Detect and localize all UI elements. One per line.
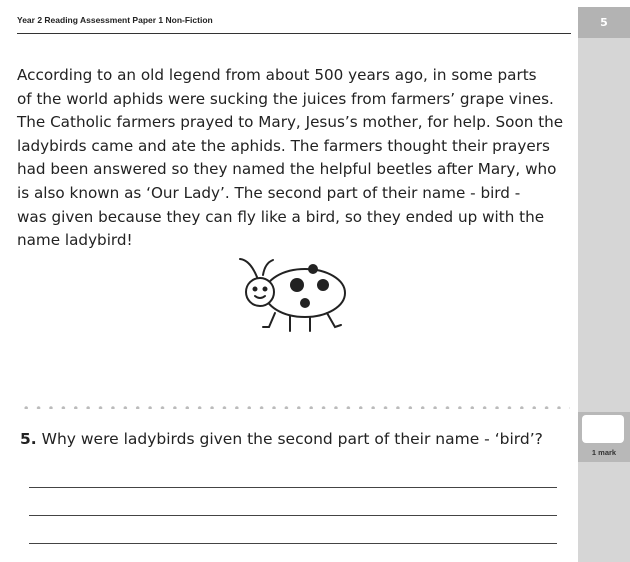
header-divider (17, 33, 571, 34)
mark-box (578, 412, 630, 462)
page-number: 5 (578, 7, 630, 38)
passage-line: name ladybird! (17, 231, 133, 250)
paper-title: Year 2 Reading Assessment Paper 1 Non-Fiction (17, 15, 213, 25)
answer-line[interactable] (29, 543, 557, 544)
passage-line: was given because they can fly like a bird, so they ended up with the (17, 207, 545, 226)
ladybird-illustration (235, 255, 355, 335)
passage-line: The Catholic farmers prayed to Mary, Jesus’s mother, for help. Soon the (17, 113, 564, 132)
question-5 (20, 430, 543, 448)
passage-line: of the world aphids were sucking the juices from farmers’ grape vines. (17, 89, 554, 108)
passage-text (17, 64, 573, 253)
answer-line[interactable] (29, 515, 557, 516)
mark-label: 1 mark (591, 448, 617, 457)
passage-line: ladybirds came and ate the aphids. The farmers thought their prayers (17, 136, 550, 155)
passage-line: had been answered so they named the helpful beetles after Mary, who (17, 160, 557, 179)
margin-sidebar (578, 7, 630, 562)
passage-line: According to an old legend from about 500 years ago, in some parts (17, 66, 537, 84)
answer-line[interactable] (29, 487, 557, 488)
mark-entry-box[interactable] (582, 415, 624, 443)
question-text: Why were ladybirds given the second part of their name - ‘bird’? (41, 430, 543, 448)
passage-line: is also known as ‘Our Lady’. The second part of their name - bird - (17, 183, 521, 202)
question-number: 5. (20, 430, 37, 448)
section-divider (20, 406, 570, 409)
